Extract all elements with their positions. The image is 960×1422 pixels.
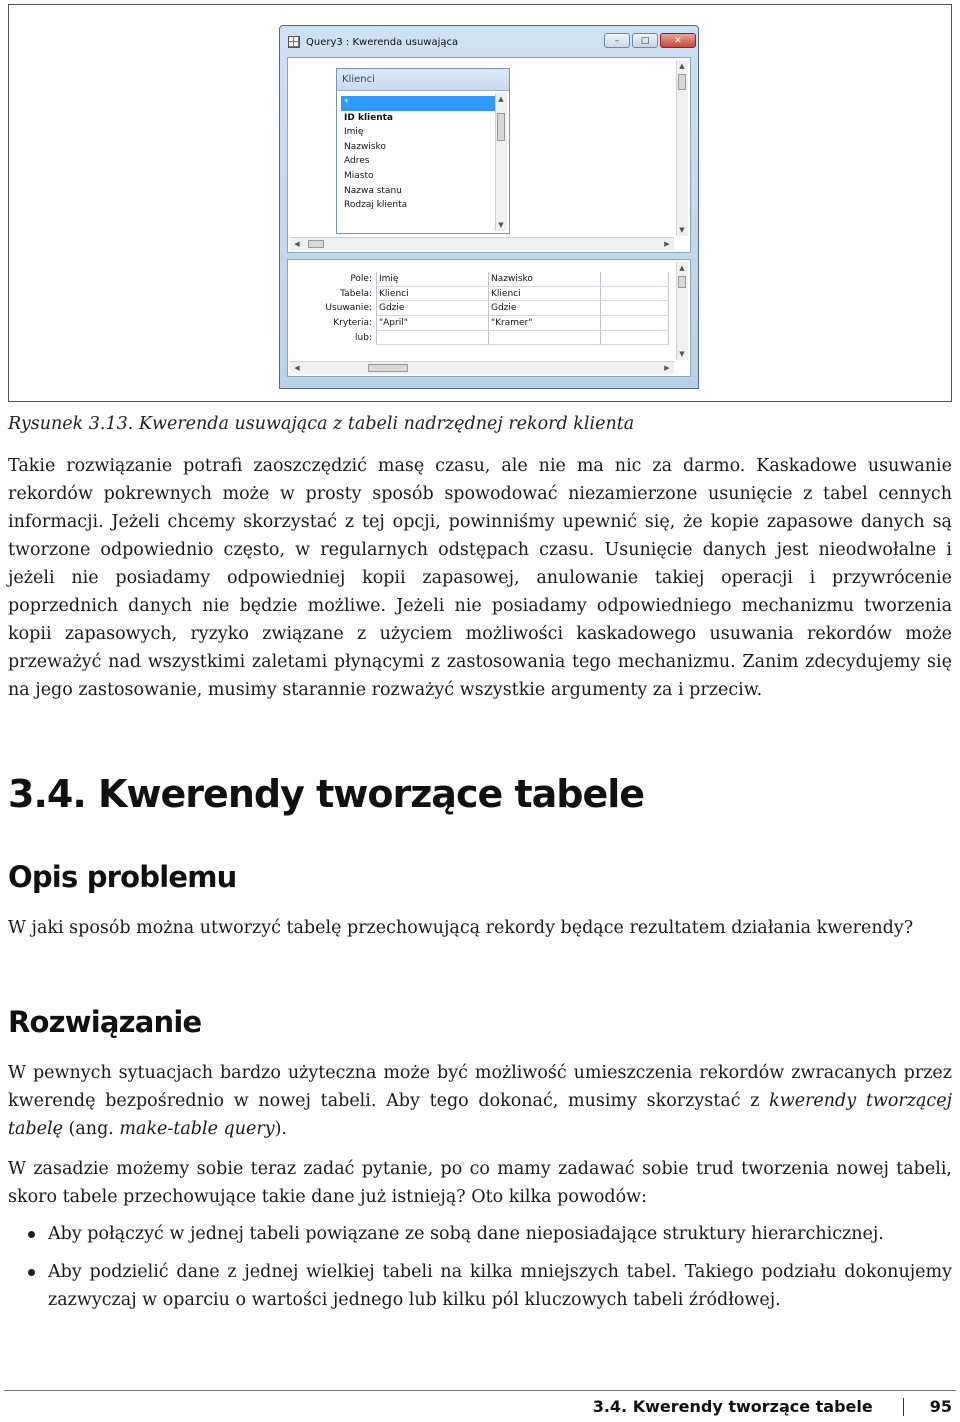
scroll-down-icon[interactable]: ▼ <box>679 226 685 234</box>
grid-cell[interactable]: Klienci <box>377 287 489 301</box>
close-icon[interactable]: ✕ <box>660 33 696 48</box>
scroll-left-icon[interactable]: ◀ <box>294 240 300 248</box>
row-label-tabela: Tabela: <box>340 288 372 299</box>
figure-caption: Rysunek 3.13. Kwerenda usuwająca z tabeli nadrzędnej rekord klienta <box>8 414 635 434</box>
grid-cell[interactable]: Gdzie <box>377 301 489 315</box>
design-grid-pane[interactable] <box>287 259 691 377</box>
scroll-right-icon[interactable]: ▶ <box>664 364 670 372</box>
solution-heading: Rozwiązanie <box>8 1005 202 1039</box>
minimize-icon[interactable]: – <box>604 33 630 48</box>
solution-text: W pewnych sytuacjach bardzo użyteczna może być możliwość umieszczenia rekordów zwracanych przez kwerendę bezpośrednio w nowej tabeli. Aby tego dokonać, musimy skorzystać z kwerendy tworzącej tabelę (ang. make-table query). <box>8 1063 952 1139</box>
reasons-list <box>8 1220 952 1324</box>
design-grid <box>376 272 669 345</box>
grid-cell[interactable] <box>601 316 669 330</box>
grid-cell[interactable] <box>489 331 601 345</box>
paragraph-cascade-warning: Takie rozwiązanie potrafi zaoszczędzić masę czasu, ale nie ma nic za darmo. Kaskadowe usuwanie rekordów pokrewnych może w prosty sposób spowodować niezamierzone usunięcie z tabel cennych informacji. Jeżeli chcemy skorzystać z tej opcji, powinniśmy upewnić się, że kopie zapasowe danych są tworzone odpowiednio często, w regularnych odstępach czasu. Usunięcie danych jest nieodwołalne i jeżeli nie posiadamy odpowiedniej kopii zapasowej, anulowanie takiej operacji i przywrócenie poprzednich danych nie będzie możliwe. Jeżeli nie posiadamy odpowiedniego mechanizmu tworzenia kopii zapasowych, ryzyko związane z użyciem możliwości kaskadowego usuwania rekordów może przeważyć nad wszystkimi zaletami płynącymi z zastosowania tego mechanizmu. Zanim zdecydujemy się na jego zastosowanie, musimy starannie rozważyć wszystkie argumenty za i przeciw. <box>8 456 952 700</box>
grid-cell[interactable] <box>377 331 489 345</box>
grid-row-labels <box>290 272 372 345</box>
pane-vertical-scrollbar[interactable] <box>676 60 688 236</box>
query-design-window <box>279 25 699 389</box>
pane-horizontal-scrollbar[interactable] <box>290 237 674 250</box>
bullet-icon <box>28 1231 35 1238</box>
scroll-thumb[interactable] <box>678 74 686 90</box>
grid-cell[interactable]: "Kramer" <box>489 316 601 330</box>
page-number: 95 <box>929 1397 952 1416</box>
scroll-up-icon[interactable]: ▲ <box>498 95 504 103</box>
field-imie[interactable]: Imię <box>344 127 364 138</box>
field-nazwa-stanu[interactable]: Nazwa stanu <box>344 185 402 196</box>
scroll-down-icon[interactable]: ▼ <box>498 221 504 229</box>
figure-frame <box>8 4 952 402</box>
grid-row-tabela <box>377 287 669 302</box>
field-list-scrollbar[interactable] <box>495 93 507 231</box>
scroll-thumb[interactable] <box>368 364 408 372</box>
term-make-table-query-pl: kwerendy tworzącej tabelę <box>8 1091 952 1139</box>
scroll-thumb[interactable] <box>497 113 505 141</box>
scroll-up-icon[interactable]: ▲ <box>679 264 685 272</box>
table-title[interactable]: Klienci <box>337 69 509 91</box>
scroll-thumb[interactable] <box>308 240 324 248</box>
grid-row-usuwanie <box>377 301 669 316</box>
paragraph-question: W zasadzie możemy sobie teraz zadać pytanie, po co mamy zadawać sobie trud tworzenia nowej tabeli, skoro tabele przechowujące takie dane już istnieją? Oto kilka powodów: <box>8 1159 952 1207</box>
footer-section-title: 3.4. Kwerendy tworzące tabele <box>592 1397 873 1416</box>
row-label-kryteria: Kryteria: <box>333 318 372 329</box>
grid-cell[interactable]: Imię <box>377 272 489 286</box>
problem-text: W jaki sposób można utworzyć tabelę przechowującą rekordy będące rezultatem działania kwerendy? <box>8 918 914 938</box>
footer-rule <box>4 1390 956 1391</box>
grid-cell[interactable]: Gdzie <box>489 301 601 315</box>
list-item: Aby podzielić dane z jednej wielkiej tabeli na kilka mniejszych tabel. Takiego podziału dokonujemy zazwyczaj w oparciu o wartości jednego lub kilku pól kluczowych tabeli źródłowej. <box>8 1258 952 1314</box>
scroll-down-icon[interactable]: ▼ <box>679 350 685 358</box>
field-adres[interactable]: Adres <box>344 156 370 167</box>
scroll-up-icon[interactable]: ▲ <box>679 62 685 70</box>
section-heading: 3.4. Kwerendy tworzące tabele <box>8 772 645 816</box>
query-icon <box>288 36 300 48</box>
row-label-lub: lub: <box>355 332 372 343</box>
grid-row-lub <box>377 331 669 346</box>
grid-cell[interactable] <box>601 331 669 345</box>
window-controls <box>604 33 696 48</box>
page-footer <box>593 1397 952 1416</box>
grid-cell[interactable] <box>601 301 669 315</box>
bullet-icon <box>28 1269 35 1276</box>
grid-cell[interactable]: Klienci <box>489 287 601 301</box>
field-all[interactable]: * <box>341 96 501 111</box>
table-pane[interactable] <box>287 57 691 253</box>
footer-separator <box>903 1398 904 1416</box>
list-item: Aby połączyć w jednej tabeli powiązane ze sobą dane nieposiadające struktury hierarchicznej. <box>8 1220 952 1248</box>
scroll-right-icon[interactable]: ▶ <box>664 240 670 248</box>
field-miasto[interactable]: Miasto <box>344 170 374 181</box>
term-make-table-query-en: make-table query <box>119 1119 275 1139</box>
problem-heading: Opis problemu <box>8 860 237 894</box>
scroll-left-icon[interactable]: ◀ <box>294 364 300 372</box>
grid-vertical-scrollbar[interactable] <box>676 262 688 360</box>
grid-row-kryteria <box>377 316 669 331</box>
table-field-list[interactable] <box>336 68 510 234</box>
field-id[interactable]: ID klienta <box>344 112 393 123</box>
grid-cell[interactable]: "April" <box>377 316 489 330</box>
grid-cell[interactable] <box>601 287 669 301</box>
maximize-icon[interactable]: □ <box>632 33 658 48</box>
field-nazwisko[interactable]: Nazwisko <box>344 141 386 152</box>
scroll-thumb[interactable] <box>678 276 686 288</box>
grid-horizontal-scrollbar[interactable] <box>290 361 674 374</box>
row-label-pole: Pole: <box>350 274 372 284</box>
grid-cell[interactable]: Nazwisko <box>489 272 601 286</box>
grid-cell[interactable] <box>601 272 669 286</box>
field-rodzaj-klienta[interactable]: Rodzaj klienta <box>344 200 408 211</box>
grid-row-pole <box>377 272 669 287</box>
row-label-usuwanie: Usuwanie: <box>325 303 372 314</box>
window-title: Query3 : Kwerenda usuwająca <box>306 36 459 48</box>
